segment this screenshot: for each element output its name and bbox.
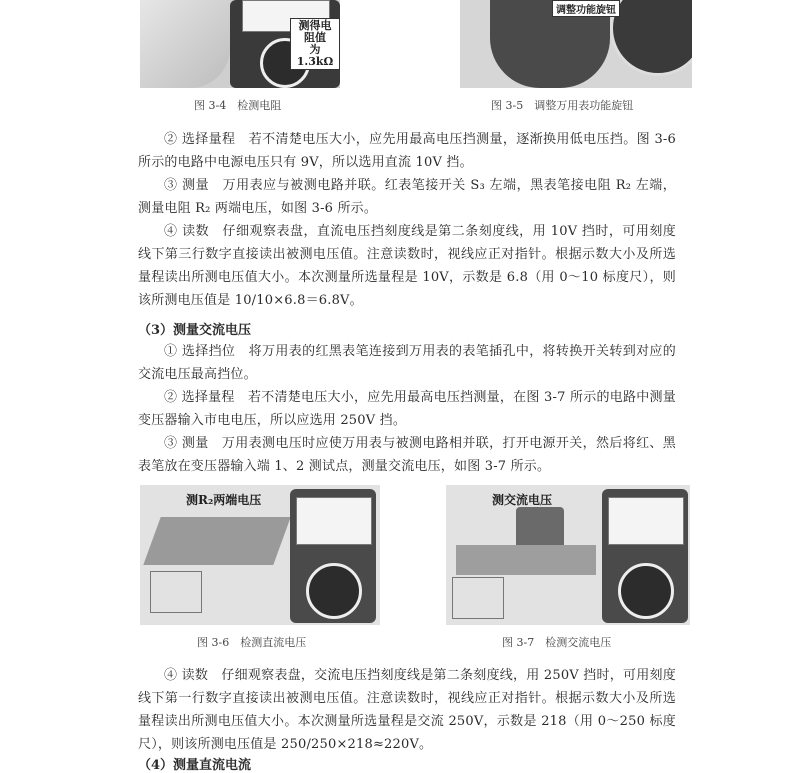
figure-3-7-photo: [446, 485, 690, 625]
figure-3-4-photo: [140, 0, 340, 88]
resistance-callout: 测得电阻值 为1.3kΩ: [290, 18, 340, 70]
paragraph-select-range: ② 选择量程 若不清楚电压大小，应先用最高电压挡测量，逐渐换用低电压挡。图 3-6 所示的电路中电源电压只有 9V，所以选用直流 10V 挡。: [138, 132, 676, 170]
transformer-image: [516, 507, 564, 549]
section-heading-ac-voltage: （3）测量交流电压: [138, 323, 252, 338]
paragraph-select-position: ① 选择挡位 将万用表的红黑表笔连接到万用表的表笔插孔中，将转换开关转到对应的交流电压最高挡位。: [138, 344, 676, 382]
multimeter-image: [602, 489, 688, 623]
function-knob: [610, 0, 692, 76]
hand-image: [140, 0, 230, 88]
paragraph-measure-ac: ③ 测量 万用表测电压时应使万用表与被测电路相并联，打开电源开关，然后将红、黑表笔放在变压器输入端 1、2 测试点，测量交流电压，如图 3-7 所示。: [138, 436, 676, 474]
circuit-board-image: [143, 517, 290, 565]
knob-callout: 调整功能旋钮: [552, 0, 620, 17]
function-knob: [306, 563, 362, 619]
figure-3-5-caption: 图 3-5 调整万用表功能旋钮: [491, 99, 634, 112]
section-heading-dc-current: （4）测量直流电流: [138, 758, 252, 773]
figure-3-4-caption: 图 3-4 检测电阻: [194, 99, 282, 112]
figure-3-5-photo: [460, 0, 692, 88]
figure-3-7-caption: 图 3-7 检测交流电压: [502, 636, 612, 649]
circuit-diagram: [452, 577, 504, 619]
paragraph-read-ac: ④ 读数 仔细观察表盘，交流电压挡刻度线是第二条刻度线，用 250V 挡时，可用刻度线下第一行数字直接读出被测电压值。注意读数时，视线应正对指针。根据示数大小及所选量程读出所测电压值大小。本次测量所选量程是交流 250V，示数是 218（用 0～250 标度尺），则该所测电压值是 250/250×218≈220V。: [138, 668, 676, 752]
figure-3-6-caption: 图 3-6 检测直流电压: [197, 636, 307, 649]
paragraph-select-range-ac: ② 选择量程 若不清楚电压大小，应先用最高电压挡测量，在图 3-7 所示的电路中测量变压器输入市电电压，所以应选用 250V 挡。: [138, 390, 676, 428]
paragraph-measure-dc: ③ 测量 万用表应与被测电路并联。红表笔接开关 S₃ 左端，黑表笔接电阻 R₂ 左端，测量电阻 R₂ 两端电压，如图 3-6 所示。: [138, 178, 676, 216]
text-block-3: [138, 664, 676, 756]
paragraph-read-dc: ④ 读数 仔细观察表盘，直流电压挡刻度线是第二条刻度线，用 10V 挡时，可用刻度线下第三行数字直接读出被测电压值。注意读数时，视线应正对指针。根据示数大小及所选量程读出所测电压值大小。本次测量所选量程是 10V，示数是 6.8（用 0～10 标度尺），则该所测电压值是 10/10×6.8＝6.8V。: [138, 224, 676, 308]
figure-title: 测R₂两端电压: [186, 493, 262, 507]
circuit-diagram: [150, 571, 202, 613]
function-knob: [618, 563, 674, 619]
table-surface: [456, 545, 596, 575]
text-block-2: [138, 340, 676, 478]
figure-3-6-photo: [140, 485, 380, 625]
text-block-1: [138, 128, 676, 312]
multimeter-image: [290, 489, 376, 623]
figure-title: 测交流电压: [492, 493, 553, 507]
